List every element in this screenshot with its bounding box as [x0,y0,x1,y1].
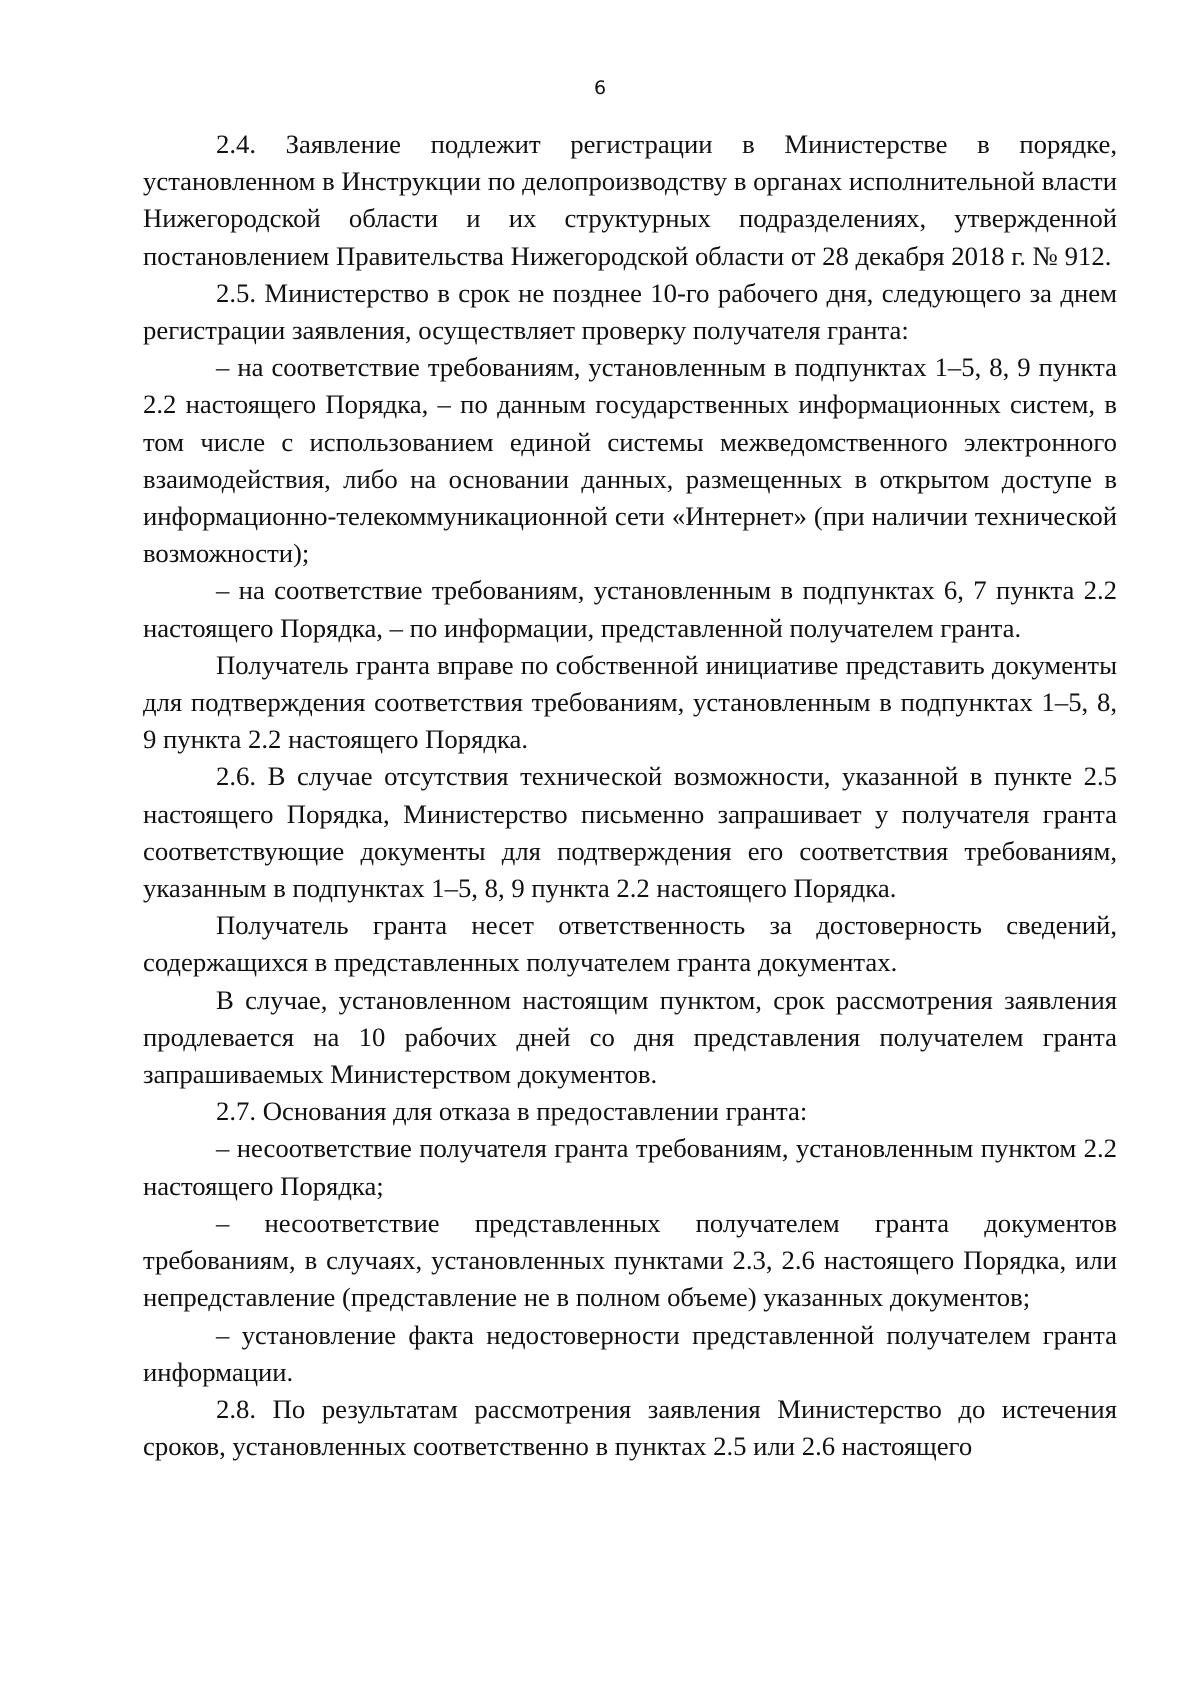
paragraph-2-6: 2.6. В случае отсутствия технической возможности, указанной в пункте 2.5 настоящего Порядка, Министерство письменно запрашивает у получателя гранта соответствующие документы для подтверждения его соответствия требованиям, указанным в подпунктах 1–5, 8, 9 пункта 2.2 настоящего Порядка. [143,761,1117,904]
document-body [143,126,1117,1465]
paragraph-2-7-item-2: – несоответствие представленных получателем гранта документов требованиям, в случаях, установленных пунктами 2.3, 2.6 настоящего Порядка, или непредставление (представление не в полном объеме) указанных документов; [143,1207,1117,1313]
paragraph-2-4: 2.4. Заявление подлежит регистрации в Министерстве в порядке, установленном в Инструкции по делопроизводству в органах исполнительной власти Нижегородской области и их структурных подразделениях, утвержденной постановлением Правительства Нижегородской области от 28 декабря 2018 г. № 912. [143,129,1117,271]
paragraph-2-5-item-2: – на соответствие требованиям, установленным в подпунктах 6, 7 пункта 2.2 настоящего Порядка, – по информации, представленной получателем гранта. [143,575,1117,643]
paragraph-2-6-term: В случае, установленном настоящим пунктом, срок рассмотрения заявления продлевается на 10 рабочих дней со дня представления получателем гранта запрашиваемых Министерством документов. [143,984,1117,1090]
paragraph-2-7: 2.7. Основания для отказа в предоставлении гранта: [216,1096,808,1127]
paragraph-2-8: 2.8. По результатам рассмотрения заявления Министерство до истечения сроков, установленных соответственно в пунктах 2.5 или 2.6 настоящего [143,1393,1117,1462]
paragraph-2-7-item-1: – несоответствие получателя гранта требованиям, установленным пунктом 2.2 настоящего Порядка; [143,1133,1117,1201]
paragraph-2-5-note: Получатель гранта вправе по собственной инициативе представить документы для подтверждения соответствия требованиям, установленным в подпунктах 1–5, 8, 9 пункта 2.2 настоящего Порядка. [143,649,1117,755]
page-number: 6 [593,77,607,99]
paragraph-2-7-item-3: – установление факта недостоверности представленной получателем гранта информации. [143,1319,1117,1387]
paragraph-2-5-item-1: – на соответствие требованиям, установленным в подпунктах 1–5, 8, 9 пункта 2.2 настоящего Порядка, – по данным государственных информационных систем, в том числе с использованием единой системы межведомственного электронного взаимодействия, либо на основании данных, размещенных в открытом доступе в информационно-телекоммуникационной сети «Интернет» (при наличии технической возможности); [143,352,1117,569]
paragraph-2-6-responsibility: Получатель гранта несет ответственность за достоверность сведений, содержащихся в представленных получателем гранта документах. [143,910,1117,978]
paragraph-2-5: 2.5. Министерство в срок не позднее 10-го рабочего дня, следующего за днем регистрации заявления, осуществляет проверку получателя гранта: [143,277,1117,346]
